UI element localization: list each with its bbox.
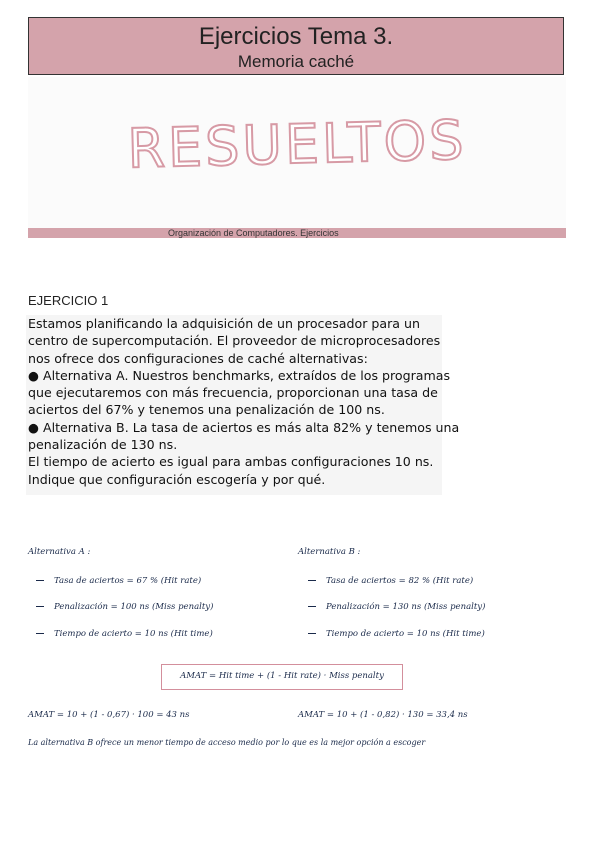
alt-a-item bbox=[36, 576, 201, 586]
statement-line: aciertos del 67% y tenemos una penalización de 100 ns. bbox=[28, 402, 385, 418]
statement-line: ● Alternativa A. Nuestros benchmarks, extraídos de los programas bbox=[28, 367, 451, 383]
statement-line: El tiempo de acierto es igual para ambas configuraciones 10 ns. bbox=[28, 454, 434, 470]
alt-a-amat: AMAT = 10 + (1 - 0,67) · 100 = 43 ns bbox=[28, 710, 190, 720]
dash-mark bbox=[308, 580, 316, 581]
alt-a-miss-penalty: Penalización = 100 ns (Miss penalty) bbox=[54, 602, 214, 612]
title-banner bbox=[28, 17, 564, 75]
dash-mark bbox=[36, 606, 44, 607]
alt-b-hit-rate: Tasa de aciertos = 82 % (Hit rate) bbox=[326, 576, 474, 586]
statement-line: Estamos planificando la adquisición de un procesador para un bbox=[28, 316, 420, 331]
dash-mark bbox=[36, 580, 44, 581]
alt-a-hit-time: Tiempo de acierto = 10 ns (Hit time) bbox=[54, 629, 213, 639]
statement-line: ● Alternativa B. La tasa de aciertos es más alta 82% y tenemos una bbox=[28, 419, 460, 435]
dash-mark bbox=[308, 633, 316, 634]
conclusion: La alternativa B ofrece un menor tiempo de acceso medio por lo que es la mejor opción a escoger bbox=[28, 738, 426, 747]
alt-b-hit-time: Tiempo de acierto = 10 ns (Hit time) bbox=[326, 629, 485, 639]
statement-line: Indique que configuración escogería y por qué. bbox=[28, 471, 326, 487]
alt-a-item bbox=[36, 602, 213, 612]
alt-a-hit-rate: Tasa de aciertos = 67 % (Hit rate) bbox=[54, 576, 202, 586]
alt-b-amat: AMAT = 10 + (1 - 0,82) · 130 = 33,4 ns bbox=[298, 710, 468, 720]
alt-b-item bbox=[308, 629, 485, 639]
dash-mark bbox=[308, 606, 316, 607]
alt-b-title: Alternativa B : bbox=[298, 547, 361, 557]
footer-text: Organización de Computadores. Ejercicios bbox=[168, 228, 339, 238]
statement-line: nos ofrece dos configuraciones de caché alternativas: bbox=[28, 350, 368, 366]
document-subtitle: Memoria caché bbox=[237, 52, 355, 71]
alt-b-miss-penalty: Penalización = 130 ns (Miss penalty) bbox=[326, 602, 486, 612]
footer-band bbox=[28, 228, 566, 238]
resueltos-banner: RESUELTOS bbox=[126, 108, 468, 181]
statement-line: centro de supercomputación. El proveedor de microprocesadores bbox=[28, 333, 441, 349]
document-title: Ejercicios Tema 3. bbox=[198, 23, 394, 50]
resueltos-panel bbox=[28, 77, 566, 229]
statement-line: penalización de 130 ns. bbox=[28, 437, 178, 453]
exercise-heading: EJERCICIO 1 bbox=[28, 293, 109, 308]
alt-b-item bbox=[308, 602, 485, 612]
amat-formula: AMAT = Hit time + (1 - Hit rate) · Miss penalty bbox=[161, 664, 403, 690]
alt-a-title: Alternativa A : bbox=[28, 547, 91, 557]
exercise-statement bbox=[26, 315, 460, 495]
dash-mark bbox=[36, 633, 44, 634]
alt-a-item bbox=[36, 629, 213, 639]
statement-line: que ejecutaremos con más frecuencia, proporcionan una tasa de bbox=[28, 385, 438, 401]
alt-b-item bbox=[308, 576, 473, 586]
